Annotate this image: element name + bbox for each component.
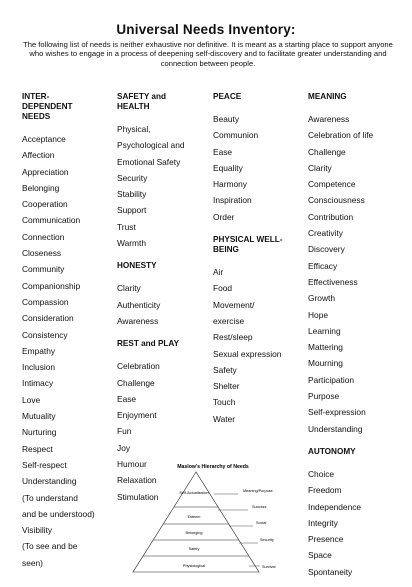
list-item: Discovery — [308, 244, 345, 255]
list-item: Emotional Safety — [117, 156, 181, 167]
list-item: Humour — [117, 459, 147, 470]
list-item: (To understand — [22, 492, 78, 503]
page-title: Universal Needs Inventory: — [116, 22, 296, 37]
list-item: Nurturing — [22, 427, 57, 438]
list-item: Effectiveness — [308, 276, 358, 287]
list-item: Physical, — [117, 124, 151, 134]
heading-safety: SAFETY and HEALTH — [117, 92, 166, 111]
heading-interdependent: INTER-DEPENDENT NEEDS — [22, 92, 73, 121]
list-item: Stimulation — [117, 491, 159, 502]
list-interdependent — [22, 131, 112, 571]
list-item: Awareness — [308, 114, 350, 124]
list-physical — [213, 264, 305, 427]
list-item: Community — [22, 264, 65, 275]
list-item: Authenticity — [117, 299, 161, 310]
list-item: Closeness — [22, 248, 62, 259]
list-item: Creativity — [308, 228, 343, 239]
list-item: Communication — [22, 215, 81, 226]
list-honesty — [117, 280, 207, 329]
intro-paragraph: The following list of needs is neither exhaustive nor definitive. It is meant as a starting place to support anyone who wishes to engage in a process of deepening self-discovery and to facilitate greater understanding and connection between people. — [23, 40, 393, 68]
list-item: Mattering — [308, 342, 343, 353]
list-item: Understanding — [308, 423, 363, 434]
list-item: Cooperation — [22, 199, 68, 210]
list-item: Self-expression — [308, 407, 366, 418]
list-item: Intimacy — [22, 378, 54, 389]
list-item: Water — [213, 413, 236, 424]
list-item: Consideration — [22, 313, 74, 324]
list-item: Enjoyment — [117, 410, 157, 421]
column-meaning-autonomy — [308, 92, 406, 580]
list-item: Challenge — [117, 377, 155, 388]
side-label-social: Social — [256, 521, 267, 525]
list-item: Understanding — [22, 476, 77, 487]
list-item: Mourning — [308, 358, 343, 369]
level-esteem: Esteem — [187, 515, 201, 519]
list-item: Equality — [213, 162, 243, 173]
column-safety-honesty-rest — [117, 92, 207, 505]
list-item: Security — [117, 172, 148, 183]
list-item: Spontaneity — [308, 566, 353, 577]
list-item: Mutuality — [22, 411, 56, 422]
list-peace — [213, 111, 305, 225]
level-physiological: Physiological — [182, 564, 206, 568]
list-item: Visibility — [22, 525, 53, 536]
list-item: Competence — [308, 179, 356, 190]
list-item: Celebration — [117, 361, 160, 372]
list-item: and be understood) — [22, 508, 95, 519]
side-label-security: Security — [260, 538, 274, 542]
heading-physical: PHYSICAL WELL-BEING — [213, 235, 283, 255]
list-item: Learning — [308, 325, 341, 336]
list-item: Safety — [213, 364, 237, 375]
list-item: Presence — [308, 534, 344, 545]
list-item: Ease — [213, 146, 233, 157]
side-label-survival: Survival — [262, 565, 276, 569]
list-item: Contribution — [308, 211, 354, 222]
list-item: Clarity — [117, 283, 141, 294]
list-item: Empathy — [22, 345, 56, 356]
list-item: Rest/sleep — [213, 332, 253, 343]
list-item: Stability — [117, 189, 147, 200]
list-item: Space — [308, 550, 332, 561]
list-item: Connection — [22, 231, 65, 242]
heading-honesty: HONESTY — [117, 261, 157, 271]
list-item: Clarity — [308, 162, 332, 173]
pyramid-title: Maslow's Hierarchy of Needs — [177, 464, 249, 470]
list-item: Inspiration — [213, 195, 252, 206]
list-item: Belonging — [22, 182, 60, 193]
list-item: Movement/ — [213, 299, 255, 310]
list-item: Purpose — [308, 391, 340, 402]
list-item: (To see and be — [22, 541, 78, 552]
list-meaning — [308, 111, 406, 437]
list-item: Affection — [22, 150, 55, 161]
list-item: Consciousness — [308, 195, 365, 206]
list-item: Independence — [308, 501, 362, 512]
list-item: Relaxation — [117, 475, 157, 486]
heading-peace: PEACE — [213, 92, 242, 101]
list-item: Celebration of life — [308, 130, 374, 141]
column-interdependent — [22, 92, 112, 571]
list-item: Order — [213, 211, 235, 222]
list-item: Warmth — [117, 238, 147, 249]
list-item: Harmony — [213, 179, 247, 190]
level-self-actualization: Self-Actualization — [179, 491, 209, 495]
list-item: Compassion — [22, 296, 69, 307]
pyramid-outline — [133, 472, 259, 572]
list-item: Support — [117, 205, 147, 216]
list-item: Food — [213, 283, 233, 294]
list-item: Acceptance — [22, 134, 66, 144]
column-peace-physical — [213, 92, 305, 427]
list-item: Respect — [22, 443, 53, 454]
list-item: Efficacy — [308, 260, 338, 271]
list-safety — [117, 121, 207, 251]
list-item: Joy — [117, 442, 131, 453]
list-item: Trust — [117, 221, 136, 232]
list-item: Appreciation — [22, 166, 69, 177]
list-item: Awareness — [117, 315, 159, 326]
heading-meaning: MEANING — [308, 92, 347, 101]
list-item: Self-respect — [22, 459, 67, 470]
list-item: Air — [213, 267, 224, 278]
list-item: Hope — [308, 309, 329, 320]
list-item: Growth — [308, 293, 335, 304]
level-safety: Safety — [188, 547, 200, 551]
list-item: Participation — [308, 374, 355, 385]
list-item: Integrity — [308, 517, 338, 528]
list-item: Inclusion — [22, 362, 56, 373]
list-item: Touch — [213, 397, 236, 408]
list-item: Fun — [117, 426, 132, 437]
list-item: Sexual expression — [213, 348, 282, 359]
list-item: Shelter — [213, 381, 240, 392]
side-label-success: Success — [252, 505, 267, 509]
list-item: Companionship — [22, 280, 81, 291]
list-item: Challenge — [308, 146, 346, 157]
list-item: Beauty — [213, 114, 240, 124]
list-item: Freedom — [308, 485, 342, 496]
heading-rest: REST and PLAY — [117, 339, 180, 349]
side-label-meaning: Meaning/Purpose — [243, 489, 273, 493]
list-item: Communion — [213, 130, 259, 141]
list-item: Ease — [117, 393, 137, 404]
list-item: exercise — [213, 315, 245, 326]
list-item: seen) — [22, 557, 43, 568]
maslow-pyramid-diagram — [128, 460, 298, 580]
list-item: Psychological and — [117, 140, 185, 151]
level-belonging: Belonging — [185, 531, 203, 535]
list-item: Consistency — [22, 329, 68, 340]
list-item: Choice — [308, 468, 335, 479]
heading-autonomy: AUTONOMY — [308, 446, 356, 456]
list-item: Love — [22, 394, 41, 405]
list-autonomy — [308, 466, 406, 580]
